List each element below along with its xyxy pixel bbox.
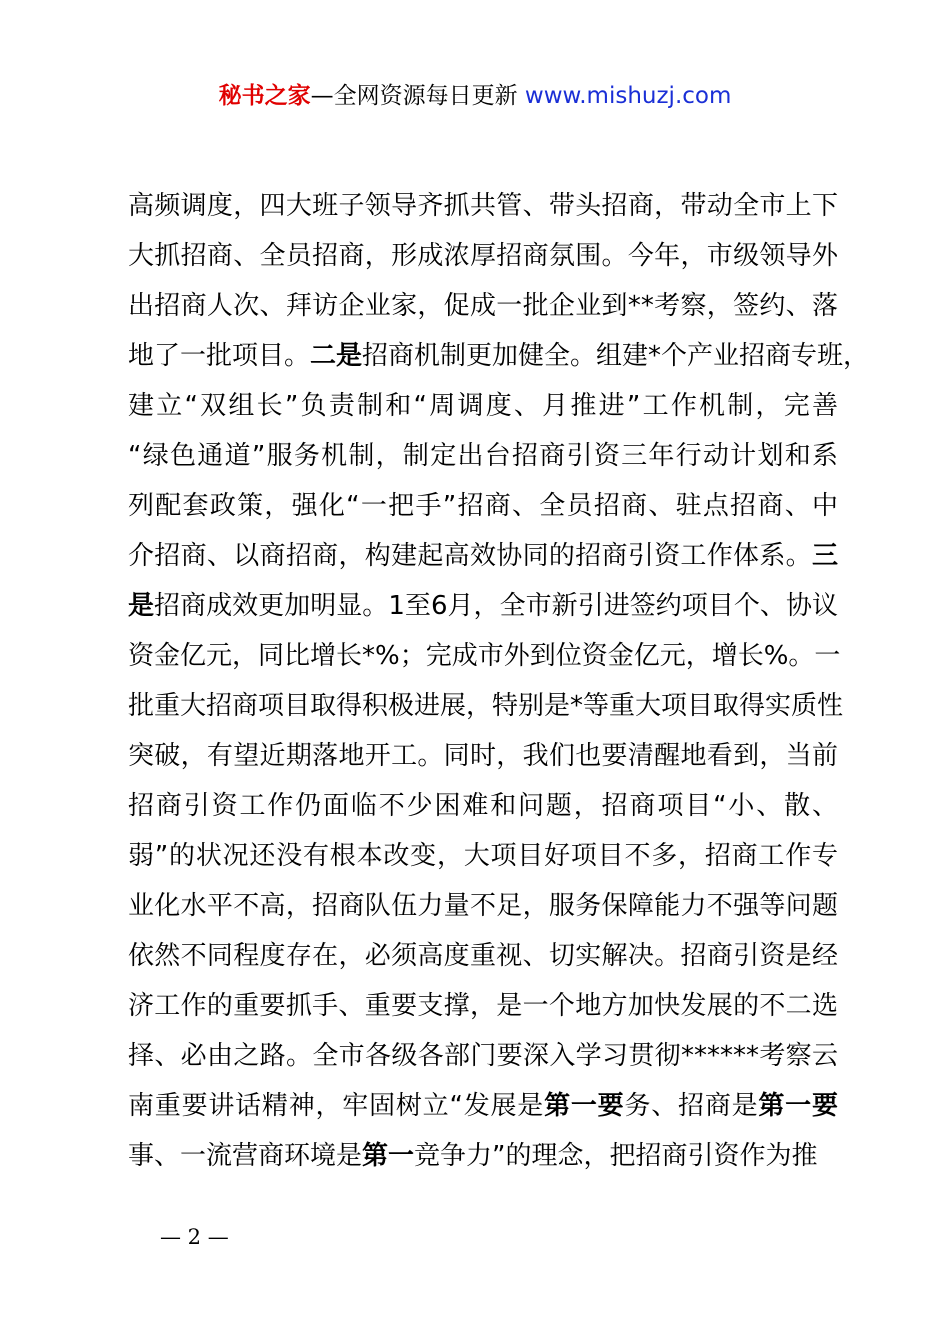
text-line bbox=[128, 534, 838, 584]
text-segment: 务、招商是 bbox=[624, 1091, 759, 1121]
text-segment: “绿色通道”服务机制，制定出台招商引资三年行动计划和系 bbox=[128, 441, 838, 471]
text-line bbox=[128, 484, 838, 534]
text-segment: 列配套政策，强化“一把手”招商、全员招商、驻点招商、中 bbox=[128, 491, 838, 521]
text-line bbox=[128, 984, 838, 1034]
bold-text-segment: 是 bbox=[128, 591, 155, 621]
text-segment: 突破，有望近期落地开工。同时，我们也要清醒地看到，当前 bbox=[128, 741, 838, 771]
brand-name: 秘书之家 bbox=[218, 83, 311, 109]
text-segment: 南重要讲话精神，牢固树立“发展是 bbox=[128, 1091, 545, 1121]
site-url[interactable]: www.mishuzj.com bbox=[524, 83, 732, 109]
text-line bbox=[128, 284, 838, 334]
bold-text-segment: 第一要 bbox=[544, 1091, 625, 1121]
text-line bbox=[128, 234, 838, 284]
text-line bbox=[128, 884, 838, 934]
text-line bbox=[128, 1034, 838, 1084]
page-number: — 2 — bbox=[160, 1225, 229, 1249]
text-segment: 济工作的重要抓手、重要支撑，是一个地方加快发展的不二选 bbox=[128, 991, 838, 1021]
text-segment: 事、一流营商环境是 bbox=[128, 1141, 363, 1171]
text-line bbox=[128, 784, 838, 834]
text-segment: 介招商、以商招商，构建起高效协同的招商引资工作体系。 bbox=[128, 541, 812, 571]
text-line bbox=[128, 584, 838, 634]
text-line bbox=[128, 334, 870, 384]
text-segment: 招商引资工作仍面临不少困难和问题，招商项目“小、散、 bbox=[128, 791, 838, 821]
text-line bbox=[128, 734, 838, 784]
site-banner bbox=[0, 80, 950, 112]
bold-text-segment: 第一要 bbox=[758, 1091, 838, 1121]
text-segment: 地了一批项目。 bbox=[128, 341, 311, 371]
text-line bbox=[128, 634, 841, 684]
text-line bbox=[128, 684, 844, 734]
text-line bbox=[128, 434, 838, 484]
text-line bbox=[128, 1134, 838, 1184]
text-segment: 招商成效更加明显。1至6月，全市新引进签约项目个、协议 bbox=[154, 591, 838, 621]
bold-text-segment: 第一 bbox=[362, 1141, 415, 1171]
banner-tagline: —全网资源每日更新 bbox=[310, 83, 518, 109]
text-line bbox=[128, 934, 838, 984]
text-line bbox=[128, 1084, 838, 1134]
text-segment: 招商机制更加健全。组建*个产业招商专班， bbox=[362, 341, 870, 371]
text-segment: 业化水平不高，招商队伍力量不足，服务保障能力不强等问题 bbox=[128, 891, 838, 921]
text-segment: 高频调度，四大班子领导齐抓共管、带头招商，带动全市上下 bbox=[128, 191, 838, 221]
bold-text-segment: 三 bbox=[811, 541, 838, 571]
text-segment: 择、必由之路。全市各级各部门要深入学习贯彻******考察云 bbox=[128, 1041, 838, 1071]
text-line bbox=[128, 384, 838, 434]
text-segment: 大抓招商、全员招商，形成浓厚招商氛围。今年，市级领导外 bbox=[128, 241, 838, 271]
body-text bbox=[128, 184, 870, 1184]
bold-text-segment: 二是 bbox=[310, 341, 363, 371]
text-segment: 弱”的状况还没有根本改变，大项目好项目不多，招商工作专 bbox=[128, 841, 838, 871]
text-segment: 资金亿元，同比增长*%；完成市外到位资金亿元，增长%。一 bbox=[128, 641, 841, 671]
text-segment: 建立“双组长”负责制和“周调度、月推进”工作机制，完善 bbox=[128, 391, 838, 421]
text-segment: 竞争力”的理念，把招商引资作为推 bbox=[414, 1141, 818, 1171]
text-line bbox=[128, 834, 838, 884]
text-segment: 出招商人次、拜访企业家，促成一批企业到**考察，签约、落 bbox=[128, 291, 838, 321]
text-segment: 依然不同程度存在，必须高度重视、切实解决。招商引资是经 bbox=[128, 941, 838, 971]
text-line bbox=[128, 184, 838, 234]
text-segment: 批重大招商项目取得积极进展，特别是*等重大项目取得实质性 bbox=[128, 691, 844, 721]
